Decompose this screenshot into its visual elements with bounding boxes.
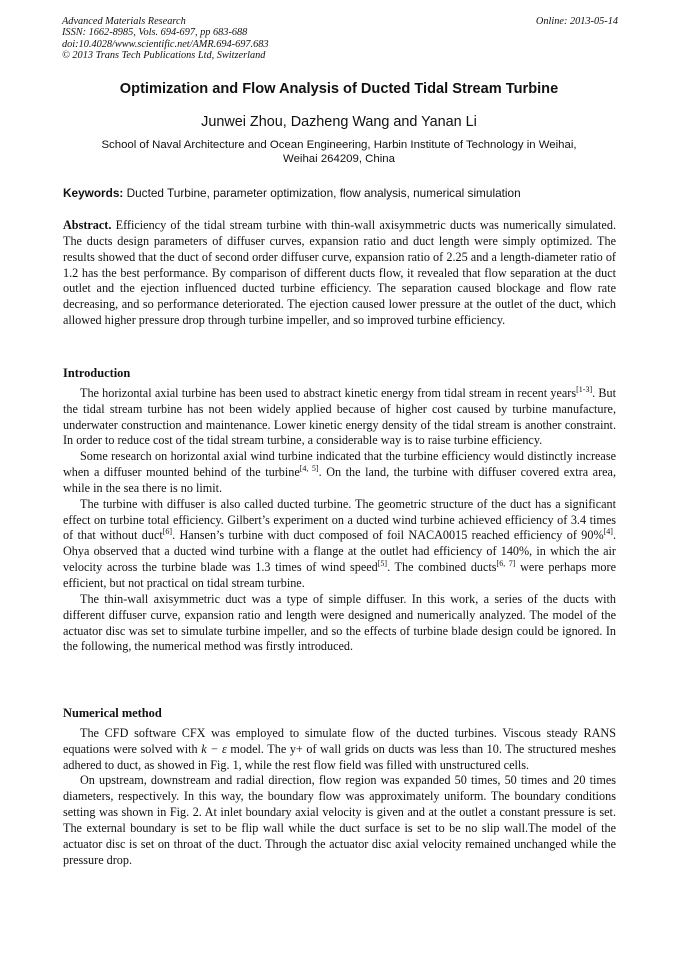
affiliation-line-2: Weihai 264209, China — [283, 153, 395, 166]
doi-line: doi:10.4028/www.scientific.net/AMR.694-697.683 — [62, 38, 269, 50]
keywords-text: Ducted Turbine, parameter optimization, flow analysis, numerical simulation — [123, 186, 521, 200]
keywords — [63, 186, 623, 200]
intro-paragraph-3: The turbine with diffuser is also called ducted turbine. The geometric structure of the duct has a significant effect on turbine total efficiency. Gilbert’s experiment on a ducted wind turbine achieved efficiency of 3.4 times of that without duct[6]. Hansen’s turbine with duct composed of foil NACA0015 reached efficiency of 90%[4]. Ohya observed that a ducted wind turbine with a flange at the outlet had efficiency of 140%, in which the air velocity across the turbine blade was 1.3 times of wind speed[5]. The combined ducts[6, 7] were perhaps more efficient, but not practical on tidal stream turbine. — [63, 496, 616, 590]
intro-paragraph-1: The horizontal axial turbine has been used to abstract kinetic energy from tidal stream in recent years[1-3]. But the tidal stream turbine has not been widely applied because of higher cost caused by turbine manufacture, underwater construction and maintenance. Lower kinetic energy density of the tidal stream is another constraint. In order to reduce cost of the tidal stream turbine, a considerable way is to raise turbine efficiency. — [63, 384, 616, 448]
abstract-text: Efficiency of the tidal stream turbine with thin-wall axisymmetric ducts was numerically simulated. The ducts design parameters of diffuser curves, expansion ratio and duct length were simply optimized. The results showed that the duct of second order diffuser curve, expansion ratio of 2.25 and a length-diameter ratio of 1.2 has the best performance. By comparison of different ducts flow, it revealed that flow separation at the duct outlet and the ejection influenced ducted turbine efficiency. The separation caused blockage and flow rate decreasing, and so performance deteriorated. The ejection caused lower pressure at the outlet of the duct, which allowed higher pressure drop through turbine impeller, and so improved turbine efficiency. — [63, 218, 616, 328]
section-numerical-method — [63, 706, 616, 868]
online-date: Online: 2013-05-14 — [535, 16, 618, 27]
journal-row — [62, 16, 618, 27]
journal-name: Advanced Materials Research — [62, 16, 186, 27]
intro-paragraph-4: The thin-wall axisymmetric duct was a type of simple diffuser. In this work, a series of the ducts with different diffuser curve, expansion ratio and length were designed and numerically analyzed. The model of the actuator disc was set to simulate turbine impeller, and so the effects of turbine blade design could be ignored. In the following, the numerical method was firstly introduced. — [63, 591, 616, 654]
introduction-heading: Introduction — [63, 366, 131, 380]
numerical-paragraph-2: On upstream, downstream and radial direction, flow region was expanded 50 times, 50 times and 20 times diameters, respectively. In this way, the boundary flow was approximately uniform. The boundary conditions setting was shown in Fig. 2. At inlet boundary axial velocity is given and at the outlet a constant pressure is set. The external boundary is set to be flip wall while the duct surface is set to be no slip wall.The model of the actuator disc is set on throat of the duct. Through the actuator disc axial velocity remained unchanged while the pressure drop. — [63, 773, 616, 867]
section-introduction — [63, 366, 616, 655]
citation: [1-3] — [576, 384, 593, 394]
affiliation-line-1: School of Naval Architecture and Ocean Engineering, Harbin Institute of Technology in Weihai, — [101, 139, 577, 151]
citation: [4, 5] — [299, 464, 319, 473]
citation: [6, 7] — [496, 559, 516, 569]
copyright-line: © 2013 Trans Tech Publications Ltd, Switzerland — [62, 50, 266, 62]
abstract-label: Abstract. — [63, 218, 112, 232]
journal-metadata — [62, 16, 618, 62]
issn-line: ISSN: 1662-8985, Vols. 694-697, pp 683-688 — [62, 27, 248, 39]
citation: [6] — [162, 527, 173, 537]
abstract — [63, 218, 616, 329]
intro-paragraph-2: Some research on horizontal axial wind turbine indicated that the turbine efficiency would distinctly increase when a diffuser mounted behind of the turbine[4, 5]. On the land, the turbine with diffuser covered extra area, while in the sea there is no limit. — [63, 449, 617, 495]
k-epsilon-symbol: k − ε — [201, 741, 227, 756]
keywords-label: Keywords: — [63, 186, 124, 200]
numerical-paragraph-1: The CFD software CFX was employed to simulate flow of the ducted turbines. Viscous steady RANS equations were solved with k − ε model. The y+ of wall grids on ducts was less than 10. The structured meshes adhered to duct, as showed in Fig. 1, while the rest flow field was filled with unstructured cells. — [63, 725, 617, 772]
citation: [5] — [377, 559, 388, 569]
affiliation — [70, 138, 608, 166]
paper-title: Optimization and Flow Analysis of Ducted Tidal Stream Turbine — [119, 81, 559, 97]
citation: [4] — [603, 527, 613, 537]
numerical-heading: Numerical method — [63, 706, 162, 720]
author-list: Junwei Zhou, Dazheng Wang and Yanan Li — [201, 114, 477, 130]
